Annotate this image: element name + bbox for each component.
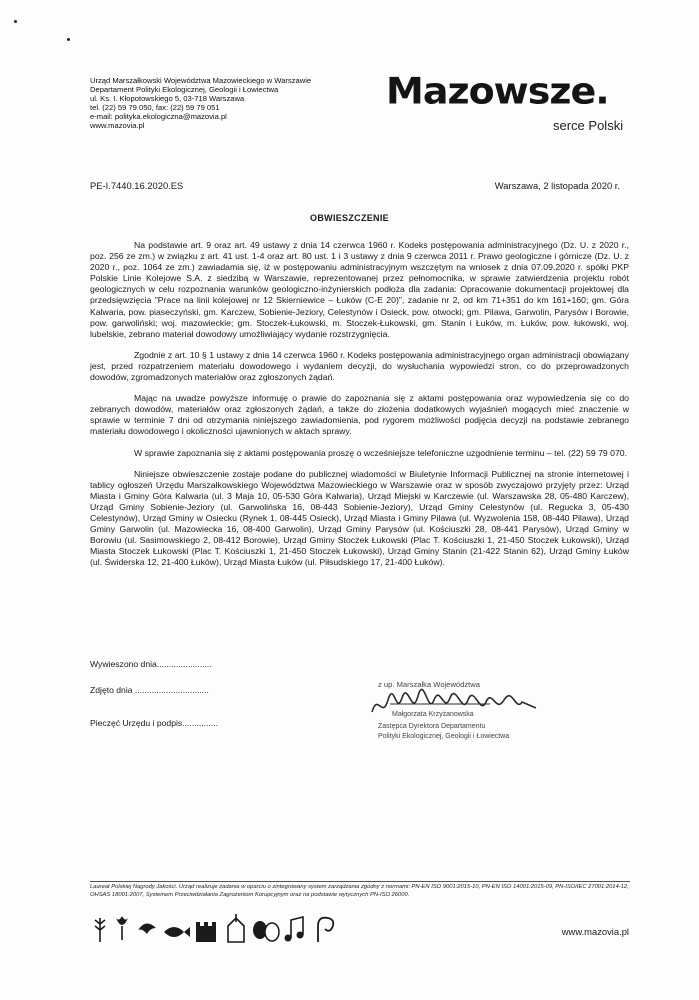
document-title: OBWIESZCZENIE	[310, 213, 389, 223]
sender-phone: tel. (22) 59 79 050, fax: (22) 59 79 051	[90, 103, 220, 113]
body-paragraph: Zgodnie z art. 10 § 1 ustawy z dnia 14 czerwca 1960 r. Kodeks postępowania administracyjnego organ administracji obowiązany jest, przed rozpatrzeniem materiału dowodowego i wydaniem decyzji, do wysłuchania wypowiedzi stron, co do przeprowadzonych dowodów, zgromadzonych materiałów oraz zgłoszonych żądań.	[90, 349, 629, 383]
fish-icon	[164, 927, 190, 937]
footer-website: www.mazovia.pl	[561, 926, 629, 937]
sender-website: www.mazovia.pl	[90, 121, 145, 131]
reference-number: PE-I.7440.16.2020.ES	[90, 180, 184, 191]
logo-wordmark: Mazowsze.	[386, 70, 609, 112]
fiddlehead-icon	[318, 918, 333, 942]
body-paragraph: W sprawie zapoznania się z aktami postępowania proszę o wcześniejsze telefoniczne uzgodnienie terminu – tel. (22) 59 79 070.	[134, 447, 628, 458]
theatre-masks-icon	[253, 921, 279, 941]
logo-tagline: serce Polski	[553, 118, 624, 133]
body-paragraph: Mając na uwadze powyższe informuję o prawie do zapoznania się z aktami postępowania oraz wypowiedzenia się co do zebranych dowodów, materiałów oraz zgłoszonych żądań, a także do złożenia dodatkowych wyjaśnień mogących mieć znaczenie w sprawie w terminie 7 dni od otrzymania niniejszego zawiadomienia, pod rygorem możliwości podjęcia decyzji na podstawie zebranego materiału dowodowego i okoliczności ujawnionych w aktach sprawy.	[90, 393, 629, 437]
scan-speck	[14, 20, 17, 23]
office-stamp-field: Pieczęć Urzędu i podpis...............	[90, 718, 219, 728]
body-paragraph: Na podstawie art. 9 oraz art. 49 ustawy z dnia 14 czerwca 1960 r. Kodeks postępowania administracyjnego (Dz. U. z 2020 r., poz. 256 ze zm.) w związku z art. 41 ust. 1-4 oraz art. 80 ust. 1 i 3 ustawy z dnia 9 czerwca 2011 r. Prawo geologiczne i górnicze (Dz. U. z 2020 r., poz. 1064 ze zm.) zawiadamia się, iż w postępowaniu administracyjnym wszczętym na wniosek z dnia 07.09.2020 r. spółki PKP Polskie Linie Kolejowe S.A. z siedzibą w Warszawie, reprezentowanej przez pełnomocnika, w sprawie zatwierdzenia projektu robót geologicznych w celu rozpoznania warunków geologiczno-inżynierskich podłoża dla zadania: Opracowanie dokumentacji projektowej dla przedsięwzięcia "Prace na linii kolejowej nr 12 Skierniewice – Łuków (C-E 20)", zadanie nr 2, od km 71+351 do km 161+160; gm. Góra Kalwaria, pow. piaseczyński, gm. Karczew, Sobienie-Jeziory, Celestynów i Osieck, pow. otwocki; gm. Pilawa, Garwolin, Parysów i Borowie, pow. garwoliński; woj. mazowieckie; gm. Stoczek-Łukowski, m. Stoczek-Łukowski, gm. Stanin i Łuków, m. Łuków, pow. łukowski, woj. lubelskie, zebrano materiał dowodowy umożliwiający wydanie rozstrzygnięcia.	[90, 240, 629, 339]
scan-speck	[67, 38, 70, 41]
removed-date-field: Zdjęto dnia ...............................	[90, 685, 209, 695]
castle-icon	[196, 922, 216, 942]
posted-date-field: Wywieszono dnia.......................	[90, 659, 212, 669]
mazowsze-logo	[386, 70, 636, 142]
sender-email: e-mail: polityka.ekologiczna@mazovia.pl	[90, 112, 227, 122]
handwritten-signature	[370, 686, 540, 724]
tulip-icon	[116, 916, 128, 940]
sender-address-block	[90, 76, 380, 131]
award-icons-row	[90, 910, 350, 946]
signatory-role: Zastępca Dyrektora Departamentu	[378, 723, 486, 730]
music-notes-icon	[285, 917, 304, 942]
letter-date: Warszawa, 2 listopada 2020 r.	[494, 180, 620, 191]
body-paragraph: Niniejsze obwieszczenie zostaje podane do publicznej wiadomości w Biuletynie Informacji Publicznej na stronie internetowej i tablicy ogłoszeń Urzędu Marszałkowskiego Województwa Mazowieckiego w Warszawie oraz w sposób zwyczajowo przyjęty przez: Urząd Miasta i Gminy Góra Kalwaria (ul. 3 Maja 10, 05-530 Góra Kalwaria), Urząd Miejski w Karczewie (ul. Warszawska 28, 05-480 Karczew), Urząd Gminy Sobienie-Jeziory (ul. Garwolińska 16, 08-443 Sobienie-Jeziory), Urząd Gminy Celestynów (ul. Regucka 3, 05-430 Celestynów), Urząd Gminy w Osiecku (Rynek 1, 08-445 Osieck), Urząd Miasta i Gminy Pilawa (ul. Wyzwolenia 158, 08-440 Pilawa), Urząd Gminy Garwolin (ul. Mazowiecka 16, 08-400 Garwolin), Urząd Gminy Parysów (ul. Kościuszki 28, 08-441 Parysów), Urząd Gminy w Borowiu (ul. Sasimowskiego 2, 08-412 Borowie), Urząd Gminy Stoczek Łukowski (Plac T. Kościuszki 1, 21-450 Stoczek Łukowski), Urząd Miasta Stoczek Łukowski (Plac T. Kościuszki 1, 21-450 Stoczek Łukowski), Urząd Gminy Stanin (21-422 Stanin 62), Urząd Gminy Łuków (ul. Świderska 12, 21-400 Łuków), Urząd Miasta Łuków (ul. Piłsudskiego 17, 21-400 Łuków).	[90, 468, 629, 568]
sender-department: Departament Polityki Ekologicznej, Geologii i Łowiectwa	[90, 85, 279, 95]
sender-street: ul. Ks. I. Kłopotowskiego 5, 03-718 Warszawa	[90, 94, 245, 104]
signature-block	[370, 680, 550, 760]
signatory-department: Polityki Ekologicznej, Geologii i Łowiectwa	[378, 733, 510, 740]
sender-office: Urząd Marszałkowski Województwa Mazowieckiego w Warszawie	[90, 76, 312, 85]
wheat-icon	[95, 918, 105, 942]
letter-body	[90, 240, 629, 568]
footer-divider	[90, 881, 630, 882]
footer-certification: Laureat Polskiej Nagrody Jakości. Urząd realizuje zadania w oparciu o zintegrowany system zarządzania zgodny z normami: PN-EN ISO 9001:2015-10, PN-EN ISO 14001:2015-09, PN-ISO/IEC 27001:2014-12, OHSAS 18001:2007, Systemem Przeciwdziałania Zagrożeniom Korupcyjnym oraz na podstawie wytycznych PN-ISO 26000.	[90, 884, 629, 898]
signatory-authority: z up. Marszałka Województwa	[378, 680, 480, 689]
church-icon	[228, 914, 244, 942]
signatory-name: Małgorzata Krzyżanowska	[392, 711, 474, 718]
bird-icon	[138, 923, 156, 934]
